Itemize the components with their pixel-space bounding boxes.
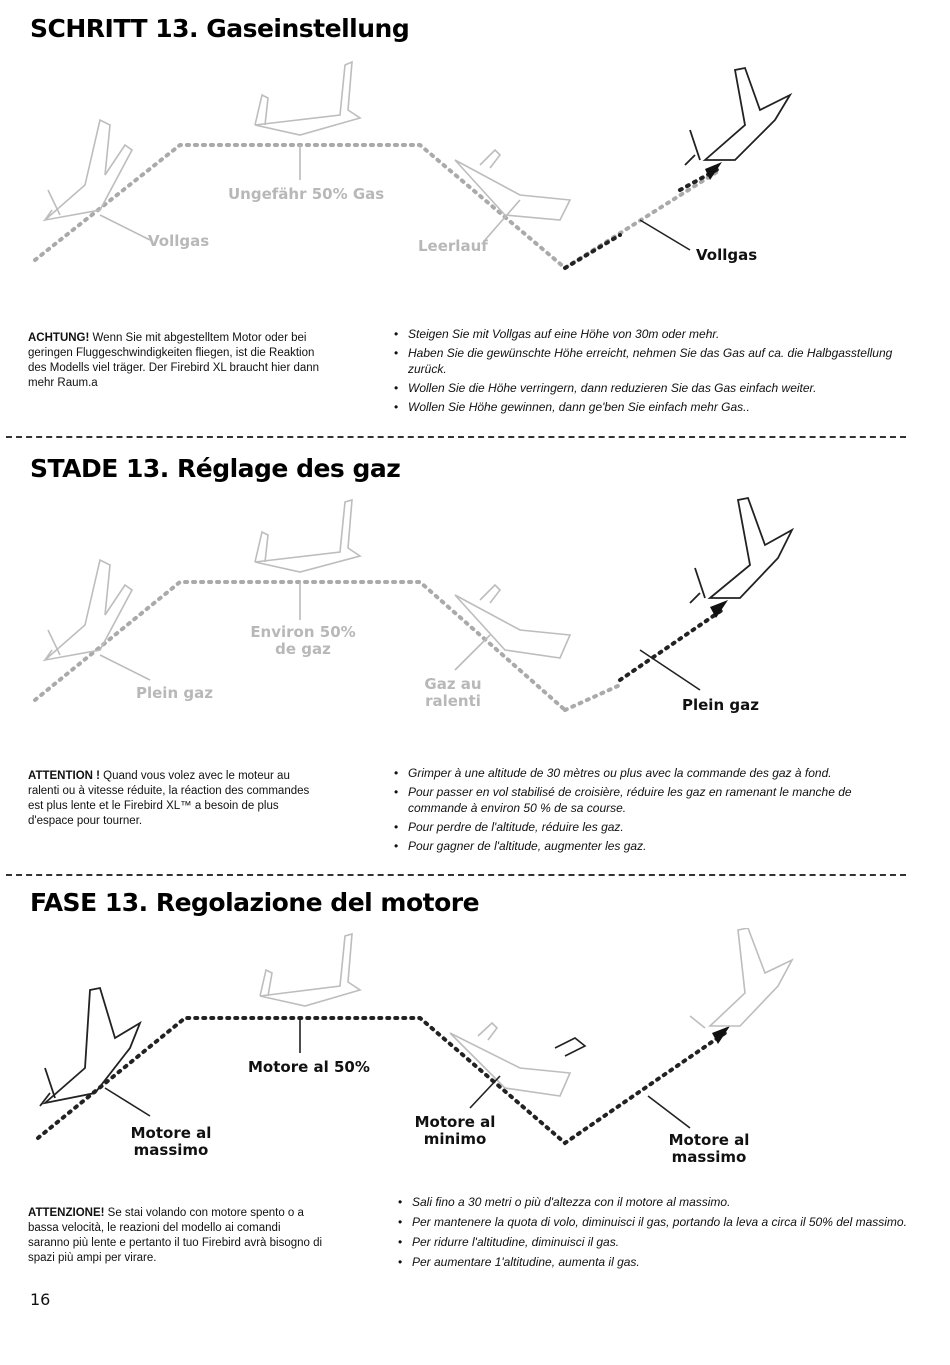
instruction-list [392,326,912,418]
list-item: • Steigen Sie mit Vollgas auf eine Höhe von 30m oder mehr. [392,326,912,342]
warning-lead: ATTENTION ! [28,770,100,782]
list-item: • Sali fino a 30 metri o più d'altezza con il motore al massimo. [396,1192,916,1212]
plane-climbing-left [45,560,132,660]
list-item: • Per ridurre l'altitudine, diminuisci il gas. [396,1232,916,1252]
warning-body: Se stai volando con motore spento o a bassa velocità, le reazioni del modello ai comandi saranno più lente e pertanto il tuo Firebird avrà bisogno di spazi più ampi per virare. [28,1207,323,1264]
label-full-throttle-right: Plein gaz [682,696,759,714]
warning-text [28,769,318,829]
arrow-head [712,1026,730,1044]
plane-cruise [255,500,360,572]
list-item: • Per aumentare 1'altitudine, aumenta il gas. [396,1252,916,1272]
flight-path-line-dark [565,235,620,268]
flight-path-line-dark [620,608,725,680]
label-idle [418,676,488,710]
plane-climbing-left [45,120,132,220]
plane-climbing-right [690,498,792,603]
label-line: Motore al [668,1131,750,1149]
plane-cruise [255,62,360,135]
label-line: Gaz au [424,675,482,693]
list-item: • Pour passer en vol stabilisé de croisière, réduire les gaz en ramenant le manche de commande à environ 50 % de sa course. [392,784,912,816]
plane-climbing-right [685,68,790,165]
warning-lead: ACHTUNG! [28,332,90,344]
list-item: • Pour perdre de l'altitude, réduire les gaz. [392,819,912,835]
list-item: • Haben Sie die gewünschte Höhe erreicht, nehmen Sie das Gas auf ca. die Halbgasstellung zurück. [392,345,912,377]
label-half-throttle [248,624,358,658]
label-idle: Leerlauf [418,237,488,255]
label-full-throttle-left: Vollgas [148,232,210,250]
warning-text [28,331,328,391]
list-item: • Wollen Sie die Höhe verringern, dann reduzieren Sie das Gas einfach weiter. [392,380,912,396]
list-item: • Wollen Sie Höhe gewinnen, dann ge'ben Sie einfach mehr Gas.. [392,399,912,415]
list-item: • Grimper à une altitude de 30 mètres ou plus avec la commande des gaz à fond. [392,765,912,781]
label-full-throttle-right [664,1132,754,1166]
label-full-throttle-right: Vollgas [696,246,758,264]
label-line: ralenti [425,692,481,710]
section-divider [6,436,906,438]
plane-climbing-right [690,928,792,1028]
warning-lead: ATTENZIONE! [28,1207,105,1219]
warning-body: Quand vous volez avec le moteur au ralenti ou à vitesse réduite, la réaction des commandes est plus lente et le Firebird XL™ a besoin de plus d'espace pour tourner. [28,770,310,827]
plane-climbing-left [40,988,140,1106]
warning-text [28,1206,323,1266]
plane-descending [455,585,570,658]
label-half-throttle: Motore al 50% [248,1058,370,1076]
label-full-throttle-left: Plein gaz [136,684,213,702]
page-number: 16 [30,1290,51,1309]
label-idle [410,1114,500,1148]
section-divider [6,874,906,876]
section-title: FASE 13. Regolazione del motore [30,888,480,917]
label-half-throttle: Ungefähr 50% Gas [228,185,385,203]
section-title: STADE 13. Réglage des gaz [30,454,401,483]
label-line: Environ 50% [250,623,356,641]
flight-path-line [35,145,720,268]
warning-body: Wenn Sie mit abgestelltem Motor oder bei geringen Fluggeschwindigkeiten fliegen, ist die Reaktion des Modells viel träger. Der Firebird XL braucht hier dann mehr Raum.a [28,332,320,389]
list-item: • Pour gagner de l'altitude, augmenter les gaz. [392,838,912,854]
label-line: de gaz [275,640,331,658]
label-line: Motore al [130,1124,212,1142]
instruction-list [392,765,912,857]
section-title: SCHRITT 13. Gaseinstellung [30,14,410,43]
label-line: massimo [671,1148,747,1166]
instruction-list [396,1192,916,1272]
label-line: Motore al [414,1113,496,1131]
label-line: minimo [423,1130,487,1148]
label-full-throttle-left [126,1125,216,1159]
plane-cruise [260,934,360,1006]
flight-path-line-dark [565,685,620,710]
label-line: massimo [133,1141,209,1159]
list-item: • Per mantenere la quota di volo, diminuisci il gas, portando la leva a circa il 50% del massimo. [396,1212,916,1232]
